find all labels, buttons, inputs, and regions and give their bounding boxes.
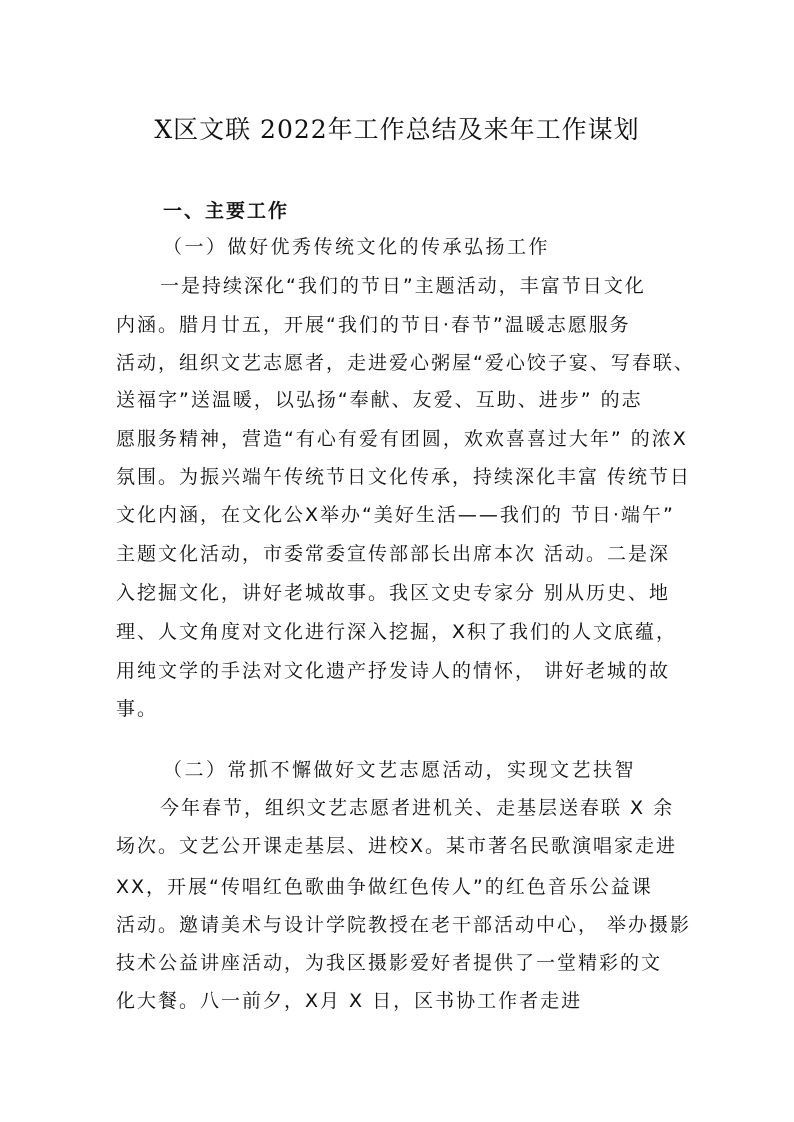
subsection-heading: （一）做好优秀传统文化的传承弘扬工作 <box>163 236 551 258</box>
paragraph-line: 场次。文艺公开课走基层、进校X。某市著名民歌演唱家走进 <box>116 835 678 857</box>
paragraph-line: 今年春节，组织文艺志愿者进机关、走基层送春联 X 余 <box>160 797 675 819</box>
paragraph-line: 技术公益讲座活动，为我区摄影爱好者提供了一堂精彩的文 <box>116 952 663 974</box>
paragraph-line: 内涵。腊月廿五，开展“我们的节日·春节”温暖志愿服务 <box>116 314 631 336</box>
paragraph-line: 入挖掘文化，讲好老城故事。我区文史专家分 别从历史、地 <box>116 582 671 604</box>
subsection-heading: （二）常抓不懈做好文艺志愿活动，实现文艺扶智 <box>163 759 637 781</box>
paragraph-line: 氛围。为振兴端午传统节日文化传承，持续深化丰富 传统节日 <box>116 466 692 488</box>
paragraph-line: 送福字”送温暖，以弘扬“奉献、友爱、互助、进步” 的志 <box>116 389 643 411</box>
paragraph-line: 一是持续深化“我们的节日”主题活动，丰富节日文化 <box>160 275 646 297</box>
paragraph-line: 化大餐。八一前夕，X月 X 日，区书协工作者走进 <box>116 990 583 1012</box>
paragraph-line: 活动。邀请美术与设计学院教授在老干部活动中心， 举办摄影 <box>116 914 692 936</box>
paragraph-line: 活动，组织文艺志愿者，走进爱心粥屋“爱心饺子宴、写春联、 <box>116 352 695 374</box>
document-title: X区文联 2022年工作总结及来年工作谋划 <box>154 115 640 144</box>
paragraph-line: XX，开展“传唱红色歌曲争做红色传人”的红色音乐公益课 <box>116 876 653 898</box>
paragraph-line: 文化内涵，在文化公X举办“美好生活——我们的 节日·端午” <box>116 504 675 526</box>
paragraph-line: 用纯文学的手法对文化遗产抒发诗人的情怀， 讲好老城的故 <box>116 660 671 682</box>
paragraph-line: 理、人文角度对文化进行深入挖掘，X积了我们的人文底蕴， <box>116 621 678 643</box>
paragraph-line: 愿服务精神，营造“有心有爱有团圆，欢欢喜喜过大年” 的浓X <box>116 428 688 450</box>
paragraph-line: 主题文化活动，市委常委宣传部部长出席本次 活动。二是深 <box>116 543 671 565</box>
paragraph-line: 事。 <box>116 698 159 720</box>
section-heading: 一、主要工作 <box>163 200 290 222</box>
